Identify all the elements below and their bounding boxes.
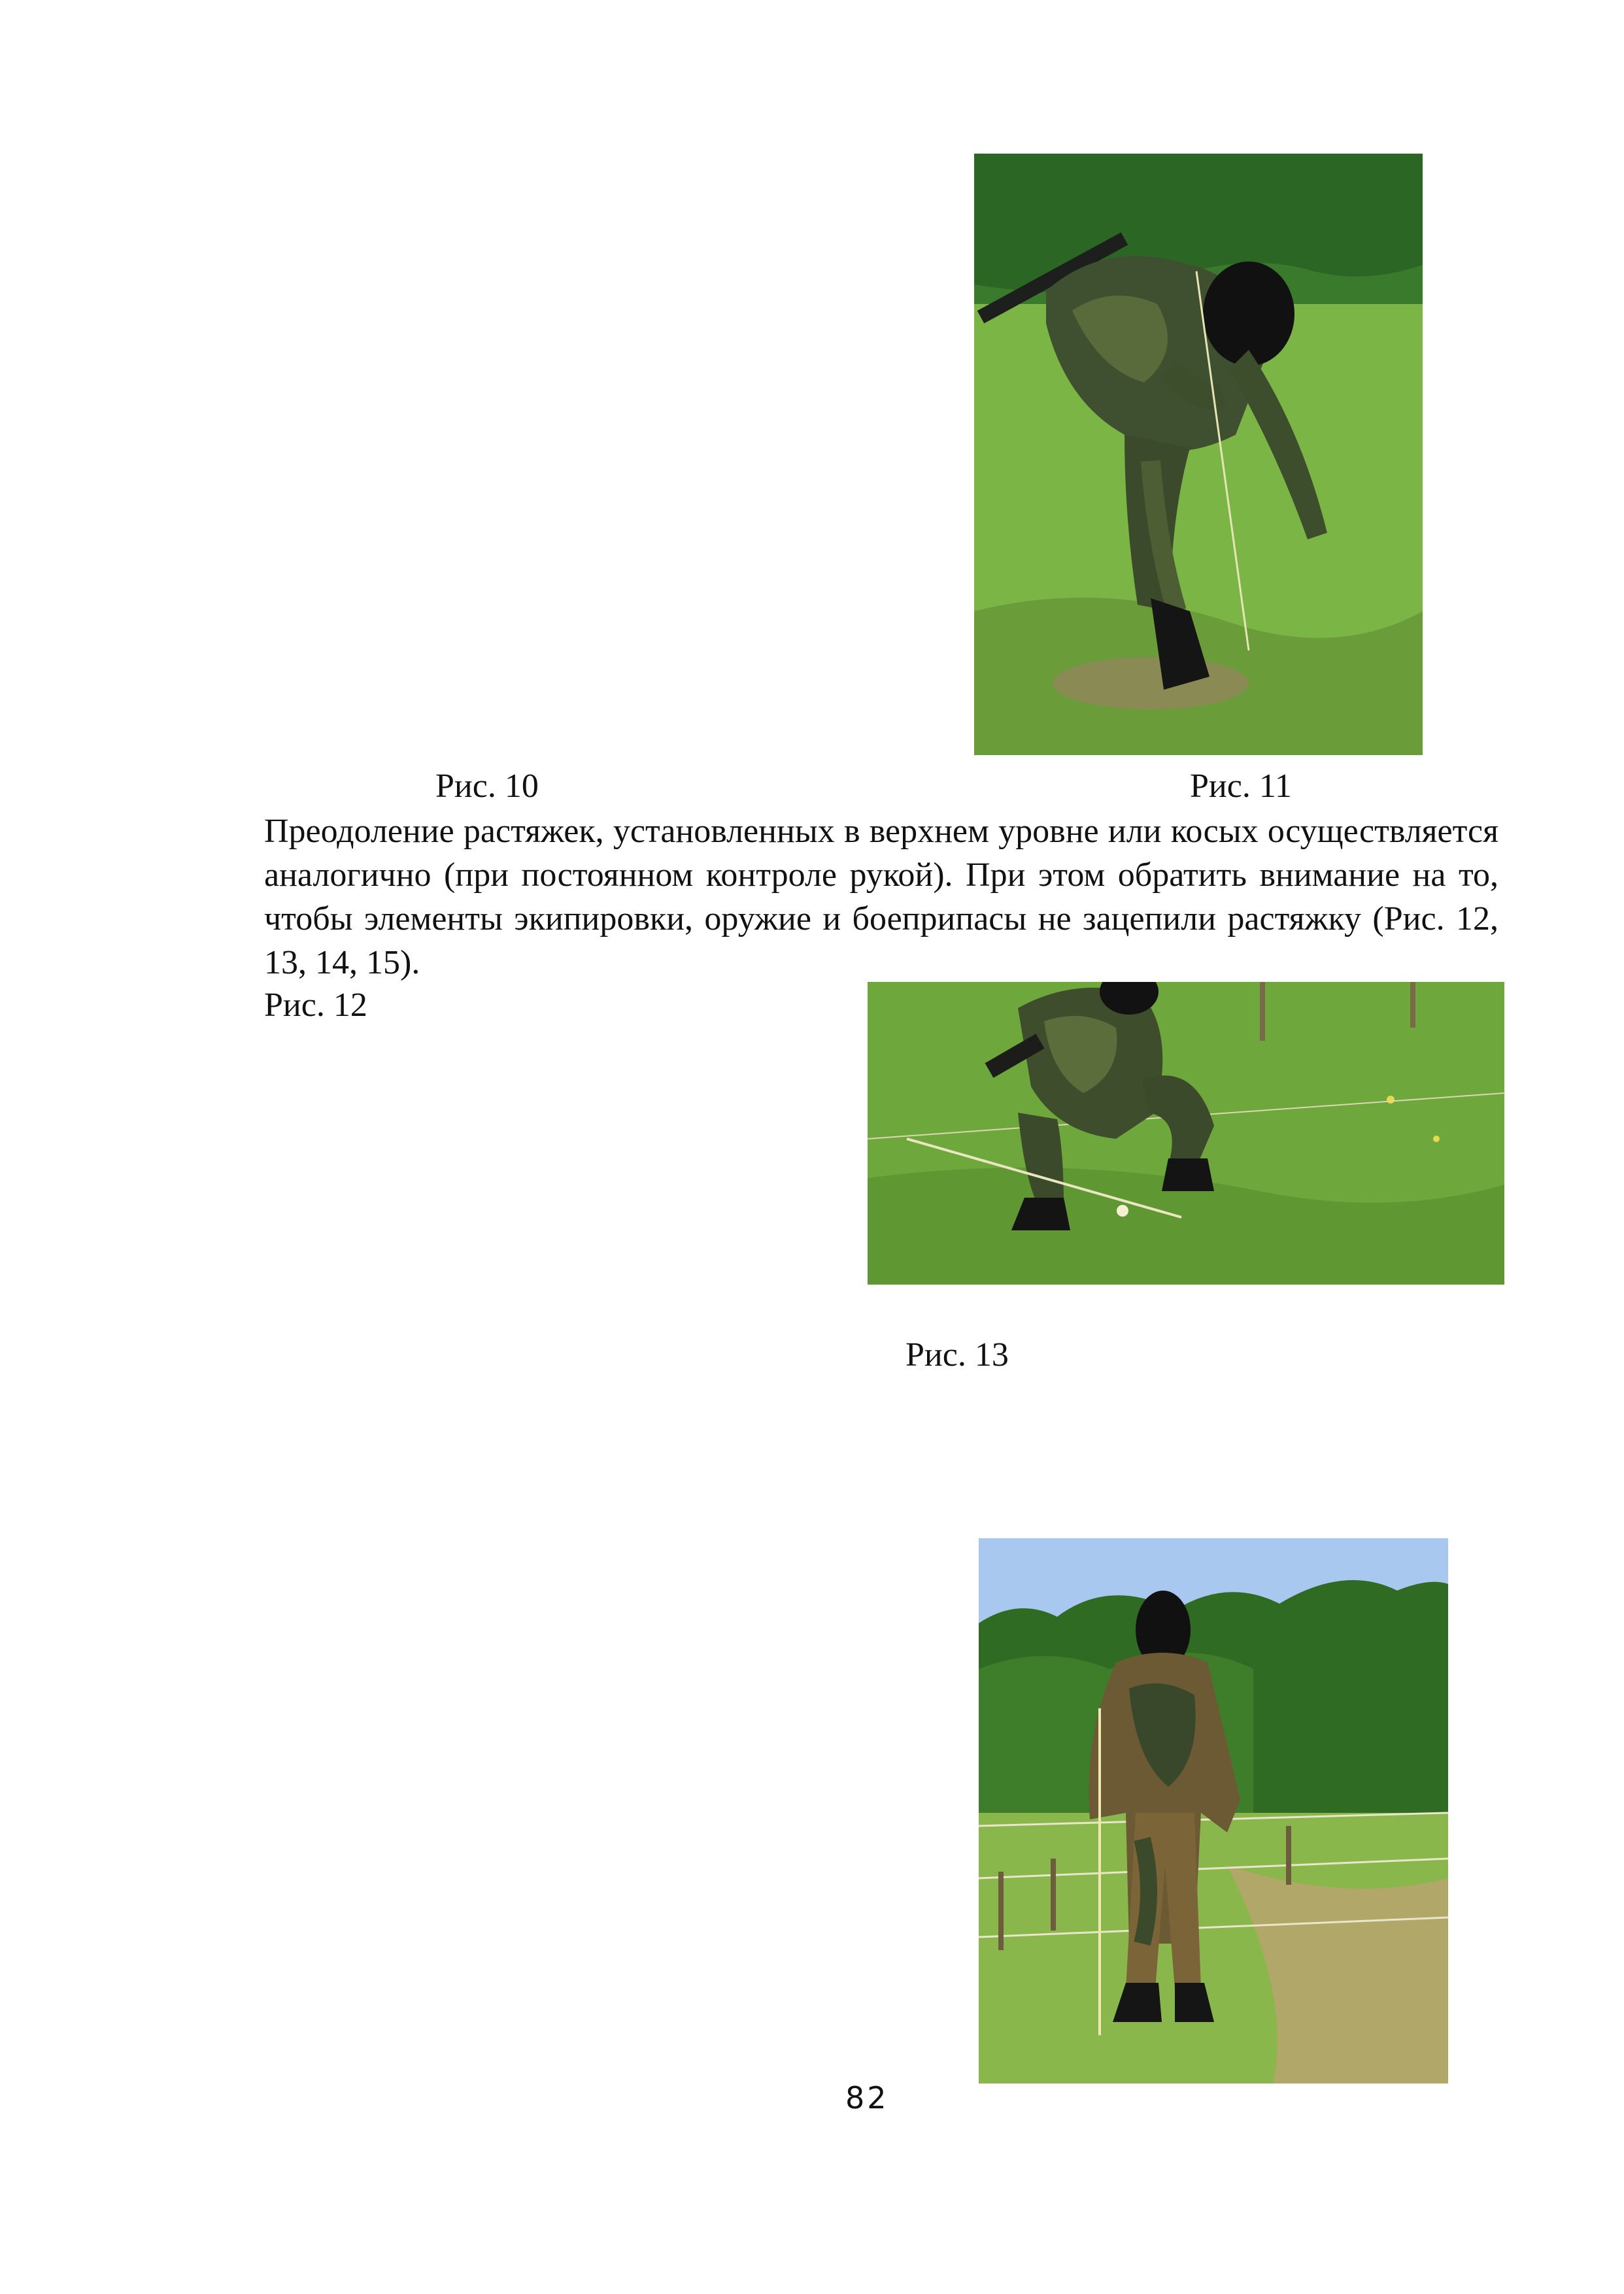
photo-fig12 [868,982,1504,1285]
body-text: Преодоление растяжек, установленных в верхнем уровне или косых осуществляется аналогично (при постоянном контроле рукой). При этом обратить внимание на то, чтобы элементы экипировки, оружие и боеприпасы не зацепили растяжку (Рис. 12, 13, 14, 15). [264,813,1498,981]
body-paragraph [264,809,1498,985]
photo-fig11 [974,154,1423,755]
figure-caption-11: Рис. 11 [1190,767,1292,805]
photo-fig13 [979,1538,1448,2083]
figure-caption-12: Рис. 12 [264,987,367,1024]
figure-caption-13: Рис. 13 [905,1336,1009,1374]
page-number: 82 [845,2080,889,2116]
figure-caption-10: Рис. 10 [435,767,539,805]
